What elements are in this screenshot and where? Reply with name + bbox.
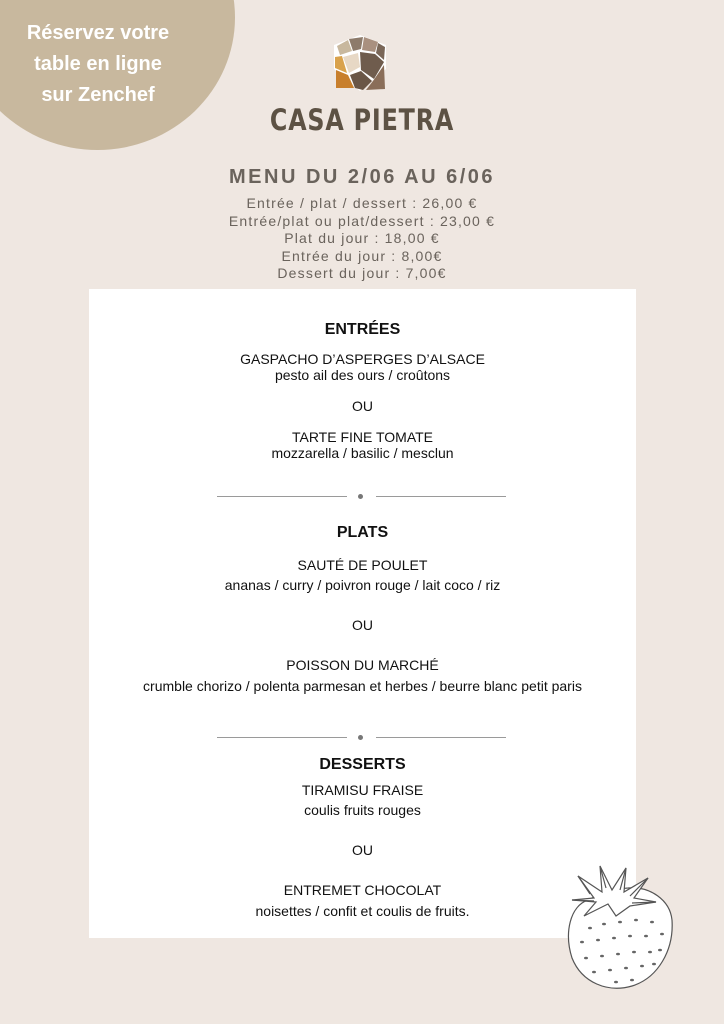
- stone-mosaic-logo-icon: [330, 33, 390, 93]
- price-line: Entrée du jour : 8,00€: [281, 247, 443, 264]
- dessert-or: OU: [352, 842, 373, 858]
- strawberry-illustration-icon: [550, 858, 680, 993]
- dessert-1-description: coulis fruits rouges: [304, 802, 421, 818]
- entree-2-name: TARTE FINE TOMATE: [291, 429, 434, 445]
- plat-1-name: SAUTÉ DE POULET: [297, 557, 428, 573]
- booking-callout[interactable]: [0, 18, 196, 111]
- plat-2-description: crumble chorizo / polenta parmesan et herbes / beurre blanc petit paris: [143, 678, 582, 694]
- menu-title: MENU DU 2/06 AU 6/06: [229, 166, 495, 188]
- entree-2-description: mozzarella / basilic / mesclun: [271, 445, 454, 461]
- price-line: Dessert du jour : 7,00€: [277, 265, 447, 281]
- price-line: Entrée / plat / dessert : 26,00 €: [246, 195, 478, 211]
- booking-line-1: Réservez votre: [26, 22, 170, 44]
- booking-line-2: table en ligne: [34, 53, 162, 75]
- brand-name: CASA PIETRA: [269, 103, 455, 137]
- price-list: [0, 195, 724, 283]
- price-line: Entrée/plat ou plat/dessert : 23,00 €: [228, 212, 496, 229]
- section-divider: [217, 734, 507, 742]
- dessert-1-name: TIRAMISU FRAISE: [301, 782, 424, 798]
- dessert-2-description: noisettes / confit et coulis de fruits.: [255, 903, 470, 919]
- entree-or: OU: [352, 398, 373, 414]
- entree-1-description: pesto ail des ours / croûtons: [274, 367, 451, 383]
- section-title-entrees: ENTRÉES: [324, 321, 401, 338]
- entree-1-name: GASPACHO D’ASPERGES D’ALSACE: [240, 351, 485, 367]
- booking-line-3: sur Zenchef: [41, 84, 155, 106]
- section-title-plats: PLATS: [336, 524, 389, 541]
- price-line: Plat du jour : 18,00 €: [284, 230, 440, 246]
- dessert-2-name: ENTREMET CHOCOLAT: [283, 882, 442, 898]
- plat-or: OU: [352, 617, 373, 633]
- plat-1-description: ananas / curry / poivron rouge / lait coco / riz: [224, 577, 501, 593]
- menu-card: [89, 289, 636, 938]
- section-title-desserts: DESSERTS: [319, 756, 406, 773]
- section-divider: [217, 493, 507, 501]
- plat-2-name: POISSON DU MARCHÉ: [286, 657, 439, 673]
